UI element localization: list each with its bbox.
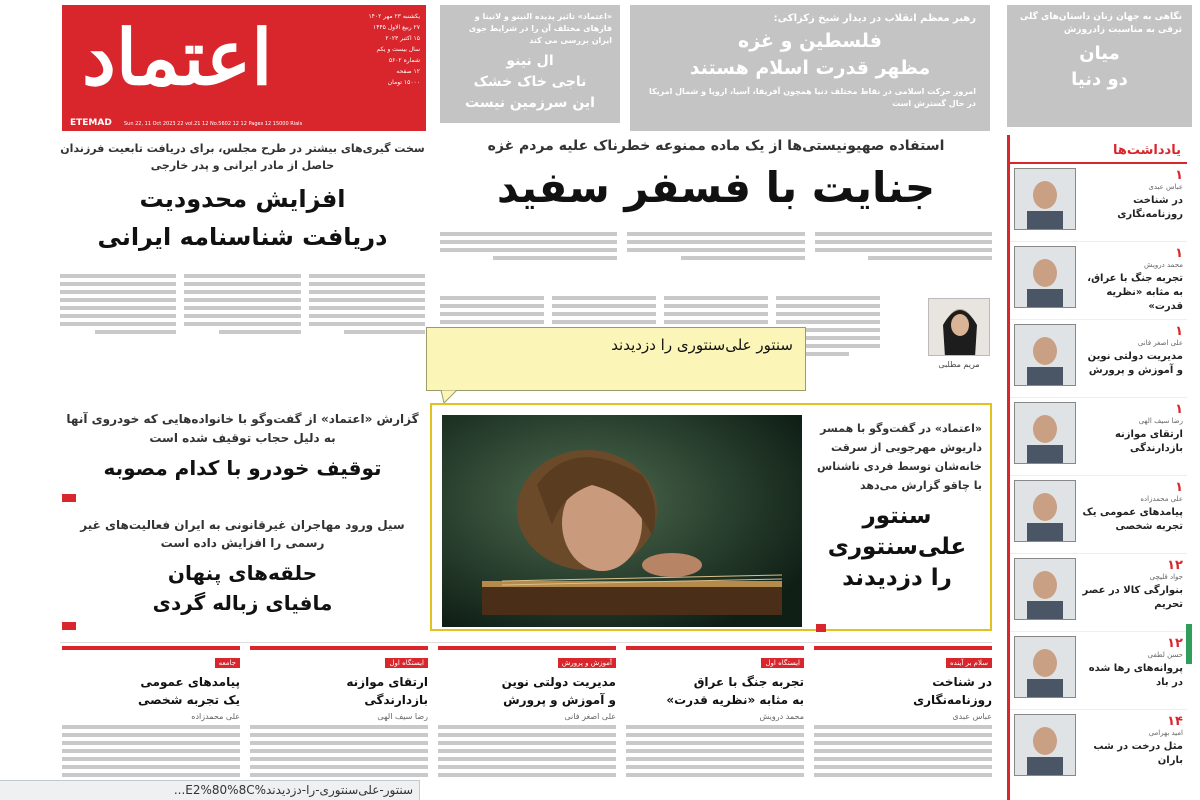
story-citizenship[interactable]: [60, 140, 425, 338]
featured-story-frame[interactable]: [430, 403, 992, 631]
scroll-indicator[interactable]: [1186, 624, 1192, 664]
column-headline: تجربه جنگ با عراق به مثابه «نظریه قدرت»: [666, 675, 804, 707]
note-title: بنوارگی کالا در عصر تحریم: [1082, 585, 1183, 610]
story-kicker: سخت گیری‌های بیشتر در طرح مجلس، برای دریافت تابعیت فرزندان حاصل از مادر ایرانی و پدر خارجی: [60, 142, 425, 172]
sidebar-notes: [1007, 135, 1187, 800]
column-section-tag: ایستگاه اول: [385, 658, 428, 668]
note-author: علی اصغر فانی: [1137, 339, 1183, 347]
author-portrait-icon: [1015, 403, 1075, 463]
sidebar-note-item[interactable]: [1010, 398, 1187, 476]
author-avatar: [1014, 168, 1076, 230]
top-box-women[interactable]: [1007, 5, 1192, 127]
note-title: مدیریت دولتی نوین و آموزش و پرورش: [1087, 351, 1183, 376]
column-section-tag: آموزش و پرورش: [558, 658, 616, 668]
masthead-latin-name: ETEMAD: [70, 118, 112, 128]
author-portrait-icon: [1015, 637, 1075, 697]
column-section-tag: جامعه: [215, 658, 240, 668]
note-page-number: ۱: [1175, 168, 1183, 183]
sidebar-note-item[interactable]: [1010, 554, 1187, 632]
bottom-column[interactable]: [438, 646, 616, 800]
story-headline: جنایت با فسفر سفید: [496, 163, 936, 212]
note-author: امید بهرامی: [1148, 729, 1183, 737]
featured-photo: [442, 415, 802, 627]
author-avatar: [1014, 714, 1076, 776]
column-author: محمد درویش: [759, 712, 804, 721]
author-portrait-icon: [1015, 247, 1075, 307]
story-waste-mafia[interactable]: [60, 516, 425, 632]
author-portrait-icon: [1015, 325, 1075, 385]
note-author: علی محمدزاده: [1140, 495, 1183, 503]
story-body: [60, 270, 425, 338]
author-avatar: [1014, 558, 1076, 620]
featured-lead: «اعتماد» در گفت‌وگو با همسر داریوش مهرجویی از سرقت خانه‌شان توسط فردی ناشناس با چاقو گزارش می‌دهد: [817, 422, 982, 492]
tooltip-text: سنتور علی‌سنتوری را دزدیدند: [611, 336, 793, 354]
top-box-lead: رهبر معظم انقلاب در دیدار شیخ زکزاکی:: [773, 13, 976, 24]
masthead-date-block: یکشنبه ۲۳ مهر ۱۴۰۲ ۲۷ ربیع الاول ۱۴۴۵ ۱۵ اکتبر ۲۰۲۳ سال بیست و یکم شماره ۵۶۰۲ ۱۲ صفحه ۱۵۰۰۰ تومان: [368, 13, 420, 86]
note-title: پروانه‌های رها شده در باد: [1088, 663, 1183, 688]
top-box-headline: میان دو دنیا: [1071, 43, 1128, 90]
column-author: عباس عبدی: [952, 712, 992, 721]
note-page-number: ۱۴: [1167, 714, 1183, 729]
column-headline: در شناخت روزنامه‌نگاری: [913, 675, 992, 707]
featured-page-marker: [816, 624, 826, 632]
note-page-number: ۱۲: [1167, 636, 1183, 651]
story-page-marker: [62, 622, 76, 630]
column-author: علی محمدزاده: [191, 712, 240, 721]
note-title: ارتقای موازنه بازدارندگی: [1114, 429, 1183, 454]
note-page-number: ۱: [1175, 402, 1183, 417]
story-kicker: گزارش «اعتماد» از گفت‌وگو با خانواده‌هایی که خودروی آنها به دلیل حجاب توقیف شده است: [66, 412, 419, 445]
sidebar-note-item[interactable]: [1010, 476, 1187, 554]
sidebar-note-item[interactable]: [1010, 242, 1187, 320]
note-page-number: ۱: [1175, 480, 1183, 495]
bottom-column[interactable]: [626, 646, 804, 800]
hover-tooltip: [426, 327, 806, 391]
note-page-number: ۱۲: [1167, 558, 1183, 573]
top-box-headline: فلسطین و غزه مظهر قدرت اسلام هستند: [689, 30, 931, 79]
author-portrait-icon: [1015, 169, 1075, 229]
top-box-headline: ال نینو ناجی خاک خشک این سرزمین نیست: [465, 53, 595, 111]
author-photo: [928, 298, 990, 356]
note-title: در شناخت روزنامه‌نگاری: [1117, 195, 1183, 220]
note-author: رضا سیف الهی: [1138, 417, 1183, 425]
sidebar-note-item[interactable]: [1010, 320, 1187, 398]
column-section-tag: سلام بر آینده: [946, 658, 992, 668]
column-headline: پیامدهای عمومی یک تجربه شخصی: [138, 675, 240, 707]
bottom-columns: [62, 646, 992, 800]
author-portrait-icon: [929, 299, 990, 356]
top-box-palestine[interactable]: [630, 5, 990, 131]
note-title: پیامدهای عمومی یک تجربه شخصی: [1082, 507, 1183, 532]
top-box-lead: نگاهی به جهان زنان داستان‌های گلی ترقی به مناسبت زادروزش: [1019, 12, 1182, 35]
masthead-logo: اعتماد: [82, 13, 273, 102]
author-portrait-icon: [1015, 715, 1075, 775]
column-headline: مدیریت دولتی نوین و آموزش و پرورش: [501, 675, 616, 707]
top-box-lead: «اعتماد» تاثیر پدیده النینو و لانینا و فازهای مختلف آن را در شرایط جوی ایران بررسی می کند: [468, 12, 612, 45]
tooltip-pointer-icon: [440, 390, 458, 404]
masthead: [62, 5, 426, 131]
story-kicker: استفاده صهیونیستی‌ها از یک ماده ممنوعه خطرناک علیه مردم غزه: [487, 138, 945, 154]
note-page-number: ۱: [1175, 246, 1183, 261]
browser-status-bar: [0, 780, 420, 800]
featured-headline: سنتور علی‌سنتوری را دزدیدند: [827, 503, 967, 591]
story-kicker: سیل ورود مهاجران غیرقانونی به ایران فعالیت‌های غیر رسمی را افزایش داده است: [80, 518, 405, 550]
sidebar-title: یادداشت‌ها: [1010, 135, 1187, 164]
musician-photo-icon: [442, 415, 802, 627]
column-author: علی اصغر فانی: [564, 712, 616, 721]
story-body: [440, 228, 992, 264]
top-box-elnino[interactable]: [440, 5, 620, 123]
bottom-column[interactable]: [814, 646, 992, 800]
status-bar-url: سنتور-علی‌سنتوری-را-دزدیدند%E2%80%8C...: [173, 783, 413, 797]
author-avatar: [1014, 402, 1076, 464]
top-box-sub: امروز حرکت اسلامی در نقاط مختلف دنیا همچون آفریقا، آسیا، اروپا و شمال امریکا در حال گسترش است: [649, 87, 976, 108]
bottom-column[interactable]: [62, 646, 240, 800]
author-caption: مریم مطلبی: [938, 360, 980, 369]
author-avatar: [1014, 480, 1076, 542]
author-portrait-icon: [1015, 559, 1075, 619]
column-headline: ارتقای موازنه بازدارندگی: [346, 675, 428, 707]
author-avatar: [1014, 246, 1076, 308]
sidebar-list: [1010, 164, 1187, 788]
note-title: مثل درخت در شب باران: [1093, 741, 1183, 766]
sidebar-note-item[interactable]: [1010, 710, 1187, 788]
note-author: عباس عبدی: [1148, 183, 1183, 191]
story-headline: توقیف خودرو با کدام مصوبه: [103, 456, 382, 480]
column-section-tag: ایستگاه اول: [761, 658, 804, 668]
story-headline: حلقه‌های پنهان مافیای زباله گردی: [152, 561, 333, 615]
note-author: حسن لطفی: [1147, 651, 1183, 659]
note-author: محمد درویش: [1144, 261, 1183, 269]
story-headline: افزایش محدودیت دریافت شناسنامه ایرانی: [97, 185, 388, 251]
sidebar-note-item[interactable]: [1010, 632, 1187, 710]
divider: [60, 642, 992, 643]
featured-text: [812, 419, 982, 594]
author-portrait-icon: [1015, 481, 1075, 541]
masthead-meta-line: Sun 22, 11 Oct 2023 22 vol.21 12 No.5602 12 12 Pages 12 15000 Rials: [124, 121, 303, 127]
story-phosphorus[interactable]: [440, 138, 992, 264]
note-author: جواد قلیچی: [1149, 573, 1183, 581]
note-page-number: ۱: [1175, 324, 1183, 339]
sidebar-note-item[interactable]: [1010, 164, 1187, 242]
author-avatar: [1014, 636, 1076, 698]
story-car-seizure[interactable]: [60, 410, 425, 506]
author-avatar: [1014, 324, 1076, 386]
story-page-marker: [62, 494, 76, 502]
note-title: تجربه جنگ با عراق، به مثابه «نظریه قدرت»: [1087, 273, 1183, 312]
column-author: رضا سیف الهی: [377, 712, 428, 721]
bottom-column[interactable]: [250, 646, 428, 800]
